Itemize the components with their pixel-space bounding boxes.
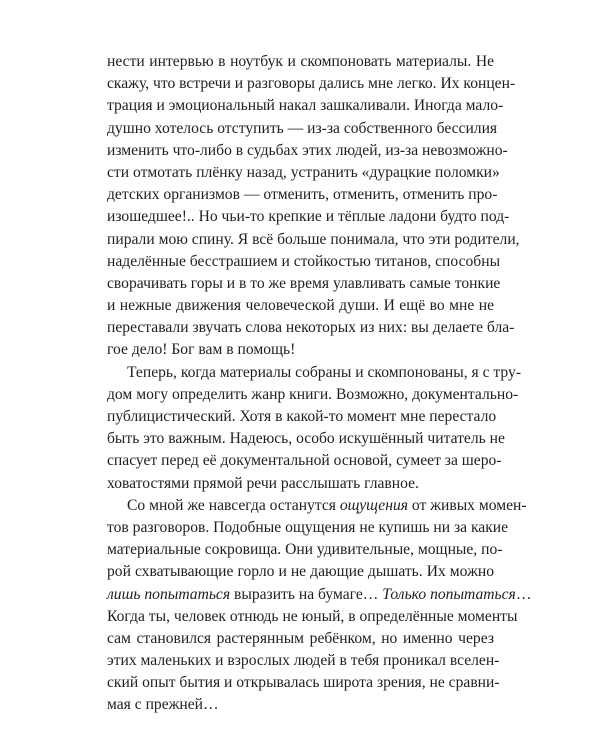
text-run: от живых момен- bbox=[408, 496, 527, 514]
italic-text-run: Только попытаться bbox=[382, 585, 516, 603]
text-line: Теперь, когда материалы собраны и скомпонованы, я с тру- bbox=[127, 363, 522, 381]
text-line bbox=[107, 584, 532, 606]
text-line: и нежные движения человеческой души. И ещё во мне не bbox=[107, 297, 494, 315]
text-line: тов разговоров. Подобные ощущения не купишь ни за какие bbox=[107, 518, 509, 536]
text-line: душно хотелось отступить — из-за собственного бессилия bbox=[107, 119, 498, 137]
text-line: мая с прежней… bbox=[107, 696, 219, 714]
text-run: … bbox=[515, 585, 532, 603]
text-line: ховатостями прямой речи расслышать главное. bbox=[107, 474, 419, 492]
text-line: наделённые бесстрашием и стойкостью титанов, способны bbox=[107, 252, 501, 270]
text-line: публицистический. Хотя в какой-то момент мне перестало bbox=[107, 408, 497, 425]
text-line: рой схватывающие горло и не дающие дышать. Их можно bbox=[107, 563, 494, 581]
paragraph-2 bbox=[107, 362, 522, 495]
text-run: Со мной же навсегда останутся bbox=[127, 496, 340, 514]
text-line bbox=[107, 495, 527, 517]
text-line: трация и эмоциональный накал зашкаливали. Иногда мало- bbox=[107, 97, 504, 115]
text-line: сам становился растерянным ребёнком, но именно через bbox=[107, 629, 494, 647]
text-line: нести интервью в ноутбук и скомпоновать материалы. Не bbox=[107, 53, 494, 70]
text-line: быть это важным. Надеюсь, особо искушённый читатель не bbox=[107, 430, 505, 448]
document-page bbox=[107, 51, 532, 717]
italic-text-run: лишь попытаться bbox=[107, 585, 231, 603]
paragraph-1 bbox=[107, 51, 520, 362]
text-line: этих маленьких и взрослых людей в тебя проникал вселен- bbox=[107, 652, 500, 670]
text-line: материальные сокровища. Они удивительные, мощные, по- bbox=[107, 541, 503, 559]
text-line: сворачивать горы и в то же время улавливать самые тонкие bbox=[107, 274, 501, 292]
text-line: сти отмотать плёнку назад, устранить «дурацкие поломки» bbox=[107, 163, 500, 181]
paragraph-3 bbox=[107, 495, 532, 717]
text-line: ский опыт бытия и открывалась широта зрения, не сравни- bbox=[107, 674, 500, 692]
text-line: спасует перед её документальной основой, сумеет за шеро- bbox=[107, 452, 502, 470]
text-line: Когда ты, человек отнюдь не юный, в определённые моменты bbox=[107, 607, 518, 625]
text-run: выразить на бумаге… bbox=[230, 585, 383, 603]
text-line: изошедшее!.. Но чьи-то крепкие и тёплые ладони будто под- bbox=[107, 208, 510, 226]
italic-text-run: ощущения bbox=[339, 496, 409, 514]
text-line: детских организмов — отменить, отменить, отменить про- bbox=[107, 186, 498, 204]
text-line: гое дело! Бог вам в помощь! bbox=[107, 341, 296, 359]
text-line: переставали звучать слова некоторых из них: вы делаете бла- bbox=[107, 319, 515, 337]
text-line: дом могу определить жанр книги. Возможно, документально- bbox=[107, 385, 519, 403]
text-line: пирали мою спину. Я всё больше понимала, что эти родители, bbox=[107, 230, 520, 248]
text-line: изменить что-либо в судьбах этих людей, из-за невозможно- bbox=[107, 141, 508, 159]
text-line: скажу, что встречи и разговоры дались мне легко. Их концен- bbox=[107, 75, 516, 93]
